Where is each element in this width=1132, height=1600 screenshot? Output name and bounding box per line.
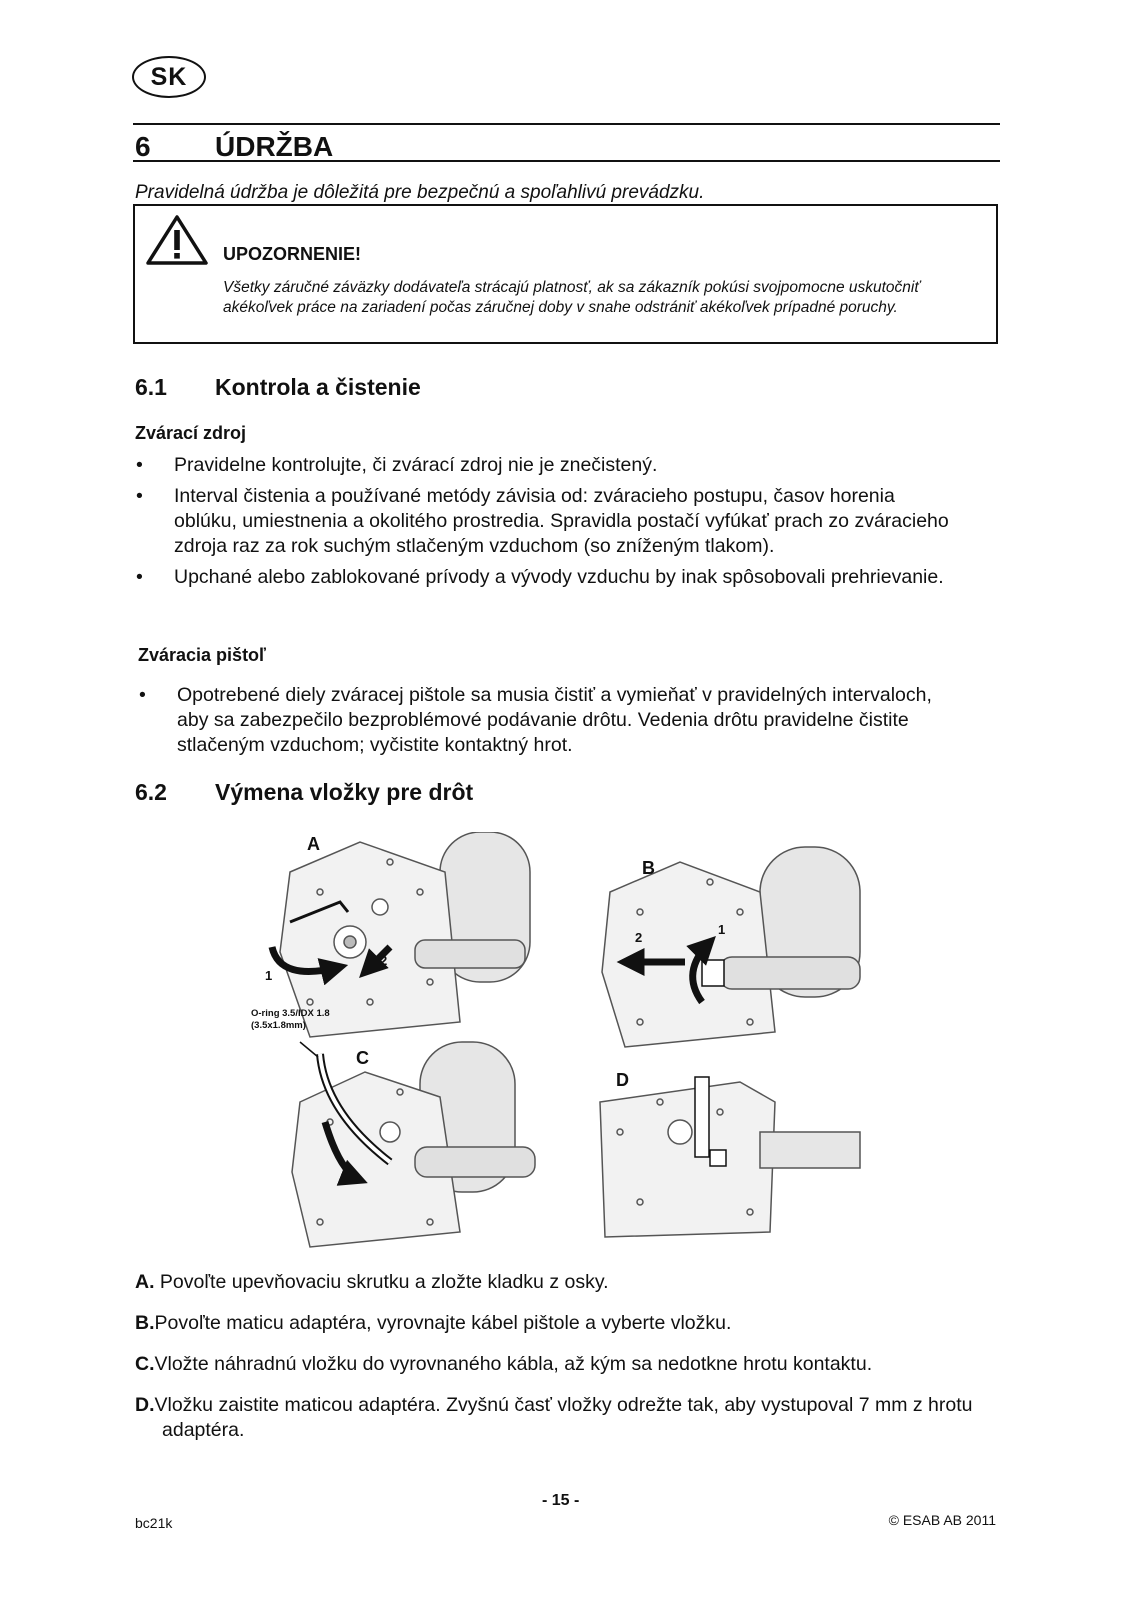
chapter-number: 6 bbox=[135, 131, 151, 162]
panel-d-drawing bbox=[600, 1077, 860, 1237]
step-a bbox=[135, 1270, 985, 1295]
warning-triangle-icon bbox=[145, 214, 209, 266]
warning-box bbox=[133, 204, 998, 344]
panel-a-label: A bbox=[307, 834, 320, 854]
replacement-steps bbox=[135, 1270, 985, 1459]
section-6-2-title: Výmena vložky pre drôt bbox=[215, 779, 474, 805]
panel-b-drawing bbox=[602, 847, 860, 1047]
language-badge: SK bbox=[132, 56, 206, 98]
panel-b-label: B bbox=[642, 858, 655, 878]
list-item: • Opotrebené diely zváracej pištole sa musia čistiť a vymieňať v pravidelných intervaloch, aby sa zabezpečilo bezproblémové podávanie drôtu. Vedenia drôtu pravidelne čistite stlačeným vzduchom; vyčistite kontaktný hrot. bbox=[137, 683, 937, 758]
gun-heading: Zváracia pištoľ bbox=[138, 645, 266, 665]
power-source-list bbox=[134, 453, 954, 596]
warning-text: Všetky záručné záväzky dodávateľa strácajú platnosť, ak sa zákazník pokúsi svojpomocne uskutočniť akékoľvek práce na zariadení počas záručnej doby v snahe odstrániť akékoľvek prípadné poruchy. bbox=[223, 279, 920, 316]
panel-c-drawing bbox=[292, 1042, 535, 1247]
page-number: - 15 - bbox=[542, 1492, 580, 1509]
intro-text: Pravidelná údržba je dôležitá pre bezpečnú a spoľahlivú prevádzku. bbox=[135, 182, 705, 203]
oring-leader-line bbox=[300, 1042, 318, 1057]
panel-d-label: D bbox=[616, 1070, 629, 1090]
step-letter: B. bbox=[135, 1312, 155, 1334]
list-item: • Interval čistenia a používané metódy závisia od: zváracieho postupu, časov horenia oblúku, umiestnenia a okolitého prostredia. Spravidla postačí vyfúkať prach zo zváracieho zdroja raz za rok suchým stlačeným vzduchom (so zníženým tlakom). bbox=[134, 484, 954, 559]
chapter-top-rule bbox=[133, 123, 1000, 125]
document-code: bc21k bbox=[135, 1515, 173, 1531]
oring-label-1: O-ring 3.5/IDX 1.8 bbox=[251, 1008, 330, 1019]
warning-title: UPOZORNENIE! bbox=[223, 244, 362, 264]
step-letter: D. bbox=[135, 1394, 155, 1416]
panel-a-drawing bbox=[280, 832, 530, 1037]
oring-label-2: (3.5x1.8mm) bbox=[251, 1020, 306, 1031]
step-text: Vložku zaistite maticou adaptéra. Zvyšnú časť vložky odrežte tak, aby vystupoval 7 mm z hrotu adaptéra. bbox=[154, 1394, 973, 1441]
panel-b-step-1-label: 1 bbox=[718, 922, 726, 937]
panel-b-step-2-label: 2 bbox=[635, 930, 643, 945]
step-letter: C. bbox=[135, 1353, 155, 1375]
section-6-2-number: 6.2 bbox=[135, 779, 167, 805]
chapter-bottom-rule bbox=[133, 160, 1000, 162]
step-text: Povoľte upevňovaciu skrutku a zložte kladku z osky. bbox=[154, 1271, 609, 1293]
liner-replacement-figure bbox=[240, 832, 878, 1256]
step-text: Povoľte maticu adaptéra, vyrovnajte kábel pištole a vyberte vložku. bbox=[154, 1312, 732, 1334]
list-item: • Pravidelne kontrolujte, či zvárací zdroj nie je znečistený. bbox=[134, 453, 954, 478]
panel-a-step-1-label: 1 bbox=[265, 968, 273, 983]
panel-a-step-2-label: 2 bbox=[380, 953, 388, 968]
step-c bbox=[135, 1352, 985, 1377]
section-6-1-heading bbox=[135, 374, 421, 401]
section-6-1-number: 6.1 bbox=[135, 374, 167, 400]
step-b bbox=[135, 1311, 985, 1336]
section-6-1-title: Kontrola a čistenie bbox=[215, 374, 421, 400]
copyright-notice: © ESAB AB 2011 bbox=[888, 1512, 996, 1528]
gun-list bbox=[137, 683, 937, 764]
step-letter: A. bbox=[135, 1271, 155, 1293]
chapter-heading bbox=[135, 131, 333, 163]
power-source-heading: Zvárací zdroj bbox=[135, 423, 247, 443]
chapter-title: ÚDRŽBA bbox=[215, 131, 334, 162]
section-6-2-heading bbox=[135, 779, 473, 806]
list-item: • Upchané alebo zablokované prívody a vývody vzduchu by inak spôsobovali prehrievanie. bbox=[134, 565, 954, 590]
step-text: Vložte náhradnú vložku do vyrovnaného kábla, až kým sa nedotkne hrotu kontaktu. bbox=[154, 1353, 873, 1375]
step-d bbox=[135, 1393, 985, 1443]
panel-c-label: C bbox=[356, 1048, 369, 1068]
